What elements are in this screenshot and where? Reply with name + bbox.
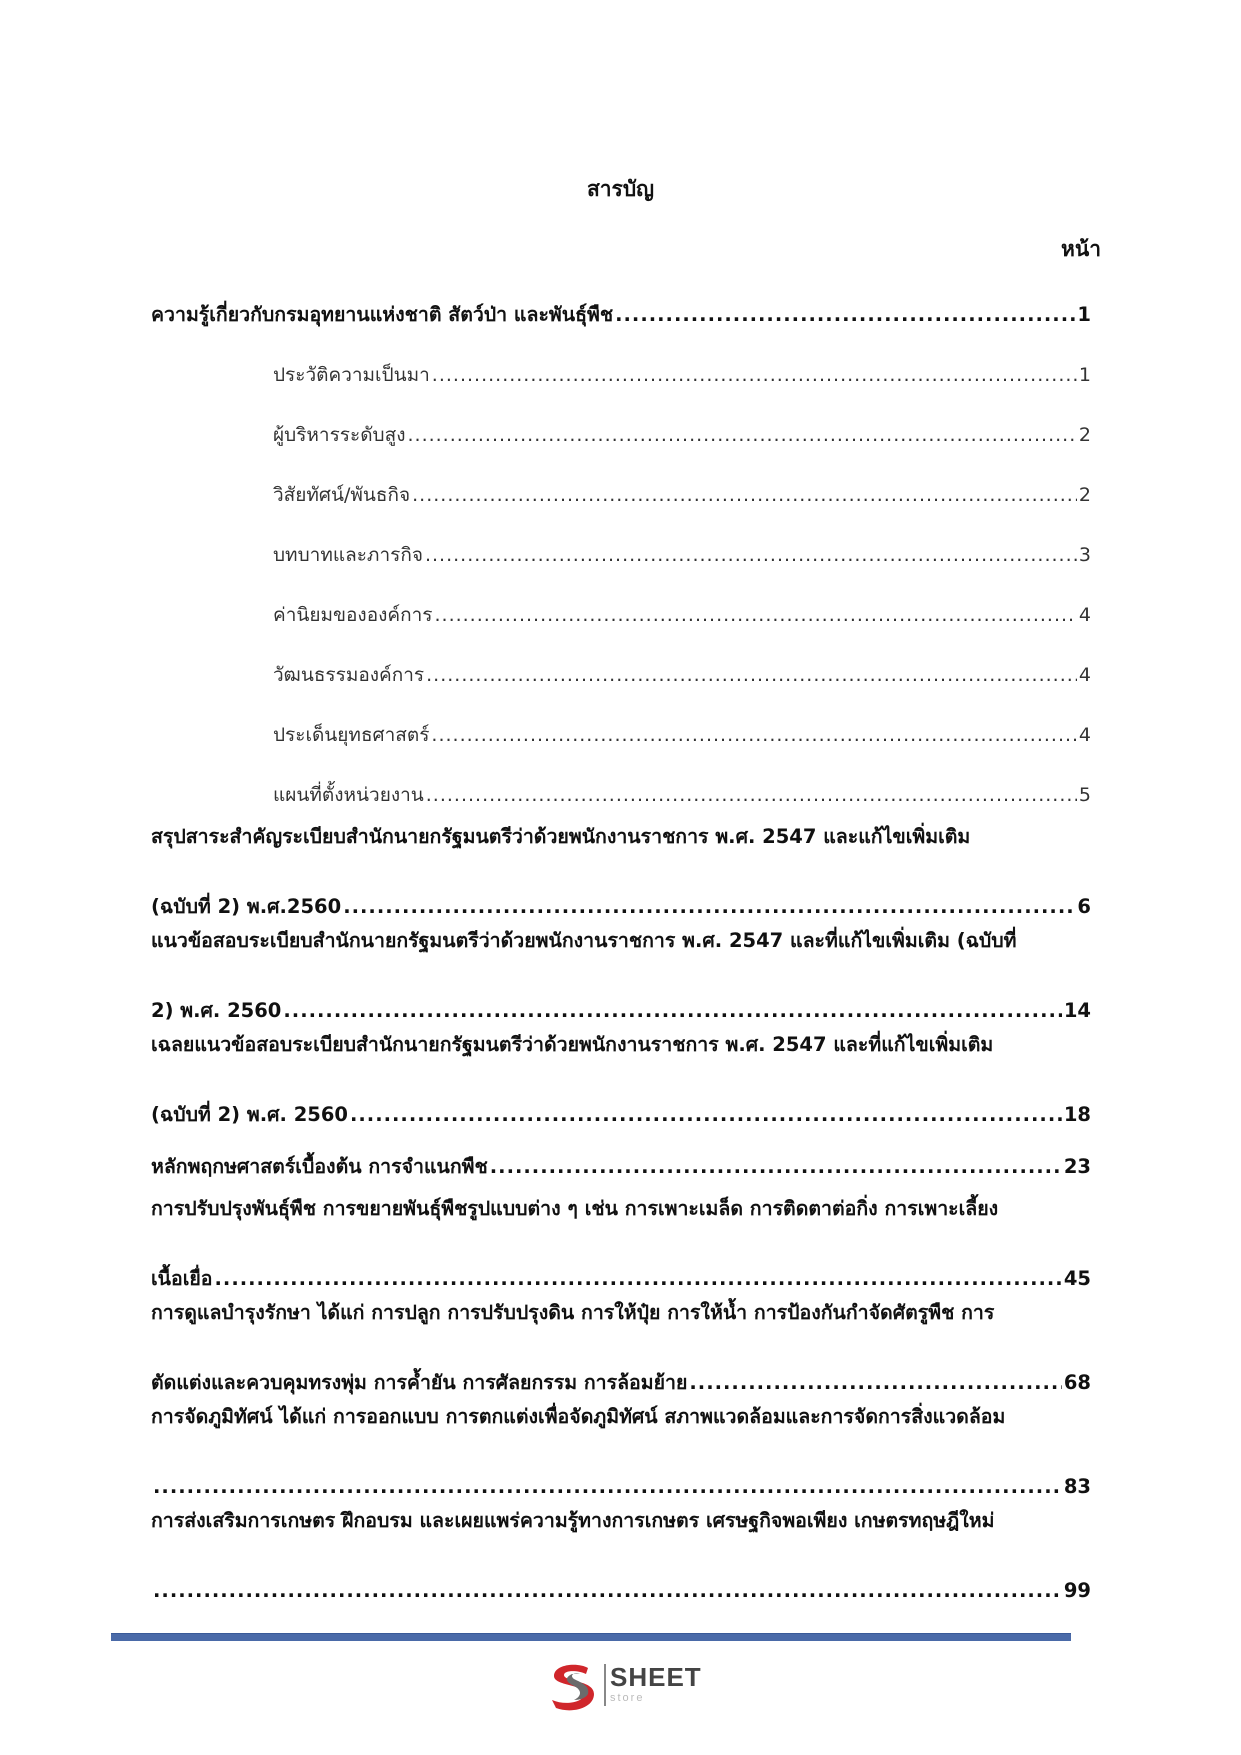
- toc-entry-text: ค่านิยมขององค์การ: [273, 604, 433, 626]
- toc-entry-page: 14: [1063, 999, 1091, 1022]
- toc-entry-text-line1: การส่งเสริมการเกษตร ฝึกอบรม และเผยแพร่ความรู้ทางการเกษตร เศรษฐกิจพอเพียง เกษตรทฤษฎีใหม่: [151, 1509, 995, 1532]
- toc-entry-text: ประเด็นยุทธศาสตร์: [273, 724, 430, 746]
- toc-entry-page: 1: [1077, 303, 1091, 326]
- toc-entry[interactable]: [151, 1504, 1091, 1608]
- toc-entry-text: ผู้บริหารระดับสูง: [273, 424, 406, 446]
- sheet-store-s-icon: [544, 1660, 602, 1712]
- toc-entry[interactable]: [151, 924, 1091, 1028]
- toc-entry-page: 45: [1063, 1267, 1091, 1290]
- toc-entry-page: 83: [1063, 1475, 1091, 1498]
- toc-entry-text: หลักพฤกษศาสตร์เบื้องต้น การจำแนกพืช: [151, 1155, 488, 1178]
- dot-leader: [153, 1470, 1062, 1504]
- dot-leader: [490, 1150, 1062, 1184]
- toc-entry-page: 1: [1078, 364, 1091, 386]
- toc-entry[interactable]: [151, 1192, 1091, 1296]
- toc-entry-text-line1: การดูแลบำรุงรักษา ได้แก่ การปลูก การปรับปรุงดิน การให้ปุ๋ย การให้น้ำ การป้องกันกำจัดศัตรูพืช การ: [151, 1301, 995, 1324]
- toc-entry-text-line2: (ฉบับที่ 2) พ.ศ. 2560: [151, 1103, 348, 1126]
- toc-entry[interactable]: [151, 1028, 1091, 1132]
- toc-subentry[interactable]: [273, 520, 1091, 572]
- toc-entry-text: วัฒนธรรมองค์การ: [273, 664, 425, 686]
- toc-entry-text-line1: การจัดภูมิทัศน์ ได้แก่ การออกแบบ การตกแต่งเพื่อจัดภูมิทัศน์ สภาพแวดล้อมและการจัดการสิ่งแวดล้อม: [151, 1405, 1006, 1428]
- toc-subentry[interactable]: [273, 460, 1091, 512]
- toc-entry-text: วิสัยทัศน์/พันธกิจ: [273, 484, 411, 506]
- toc-subentry[interactable]: [273, 700, 1091, 752]
- toc-entry-page: 6: [1077, 895, 1091, 918]
- dot-leader: [689, 1366, 1061, 1400]
- page-column-header: หน้า: [1061, 237, 1101, 261]
- toc-entry-text-line2: 2) พ.ศ. 2560: [151, 999, 282, 1022]
- dot-leader: [407, 418, 1076, 452]
- toc-subentry[interactable]: [273, 340, 1091, 392]
- toc-entry-text-line1: การปรับปรุงพันธุ์พืช การขยายพันธุ์พืชรูปแบบต่าง ๆ เช่น การเพาะเมล็ด การติดตาต่อกิ่ง การเพาะเลี้ยง: [151, 1197, 999, 1220]
- toc-entry-text-line2: เนื้อเยื่อ: [151, 1267, 213, 1290]
- toc-subentry[interactable]: [273, 640, 1091, 692]
- toc-entry-text: ประวัติความเป็นมา: [273, 364, 430, 386]
- toc-entry-page: 18: [1063, 1103, 1091, 1126]
- toc-subentry[interactable]: [273, 760, 1091, 812]
- toc-entry-page: 4: [1078, 664, 1091, 686]
- toc-entry-page: 23: [1063, 1155, 1091, 1178]
- toc-entry-text: ความรู้เกี่ยวกับกรมอุทยานแห่งชาติ สัตว์ป่า และพันธุ์พืช: [151, 303, 614, 326]
- logo-sub-text: store: [610, 1692, 645, 1704]
- dot-leader: [153, 1574, 1062, 1608]
- dot-leader: [431, 718, 1076, 752]
- dot-leader: [350, 1098, 1062, 1132]
- toc-entry-text: บทบาทและภารกิจ: [273, 544, 423, 566]
- toc-entry-page: 4: [1078, 604, 1091, 626]
- toc-entry-text-line1: สรุปสาระสำคัญระเบียบสำนักนายกรัฐมนตรีว่าด้วยพนักงานราชการ พ.ศ. 2547 และแก้ไขเพิ่มเติม: [151, 825, 971, 848]
- toc-entry-page: 2: [1078, 424, 1091, 446]
- toc-entry-text-line2: (ฉบับที่ 2) พ.ศ.2560: [151, 895, 342, 918]
- dot-leader: [432, 358, 1077, 392]
- toc-entry-text-line1: แนวข้อสอบระเบียบสำนักนายกรัฐมนตรีว่าด้วยพนักงานราชการ พ.ศ. 2547 และที่แก้ไขเพิ่มเติม (ฉบับที่: [151, 929, 1017, 952]
- toc-entry-page: 5: [1078, 784, 1091, 806]
- dot-leader: [412, 478, 1077, 512]
- toc-entry-page: 99: [1063, 1579, 1091, 1602]
- toc-entry-text-line1: เฉลยแนวข้อสอบระเบียบสำนักนายกรัฐมนตรีว่าด้วยพนักงานราชการ พ.ศ. 2547 และที่แก้ไขเพิ่มเติม: [151, 1033, 994, 1056]
- toc-entry-page: 4: [1078, 724, 1091, 746]
- logo-divider: [604, 1664, 606, 1706]
- toc-entry[interactable]: [151, 1296, 1091, 1400]
- toc-entry[interactable]: [151, 280, 1091, 332]
- toc-entry-text-line2: ตัดแต่งและควบคุมทรงพุ่ม การค้ำยัน การศัลยกรรม การล้อมย้าย: [151, 1371, 688, 1394]
- toc-entry[interactable]: [151, 1400, 1091, 1504]
- toc-entry-page: 2: [1078, 484, 1091, 506]
- logo-brand-text: SHEET: [610, 1662, 702, 1692]
- sheet-store-logo: [544, 1660, 714, 1712]
- dot-leader: [343, 890, 1075, 924]
- toc-entry[interactable]: [151, 1132, 1091, 1184]
- dot-leader: [215, 1262, 1062, 1296]
- toc-entry[interactable]: [151, 820, 1091, 924]
- dot-leader: [283, 994, 1061, 1028]
- dot-leader: [426, 778, 1077, 812]
- dot-leader: [426, 658, 1077, 692]
- toc-title: สารบัญ: [586, 177, 655, 201]
- dot-leader: [425, 538, 1077, 572]
- footer-rule: [111, 1633, 1071, 1641]
- toc-subentry[interactable]: [273, 400, 1091, 452]
- toc-entry-text: แผนที่ตั้งหน่วยงาน: [273, 784, 424, 806]
- toc-entry-page: 3: [1078, 544, 1091, 566]
- toc-entry-page: 68: [1063, 1371, 1091, 1394]
- dot-leader: [615, 298, 1075, 332]
- toc-subentry[interactable]: [273, 580, 1091, 632]
- dot-leader: [434, 598, 1076, 632]
